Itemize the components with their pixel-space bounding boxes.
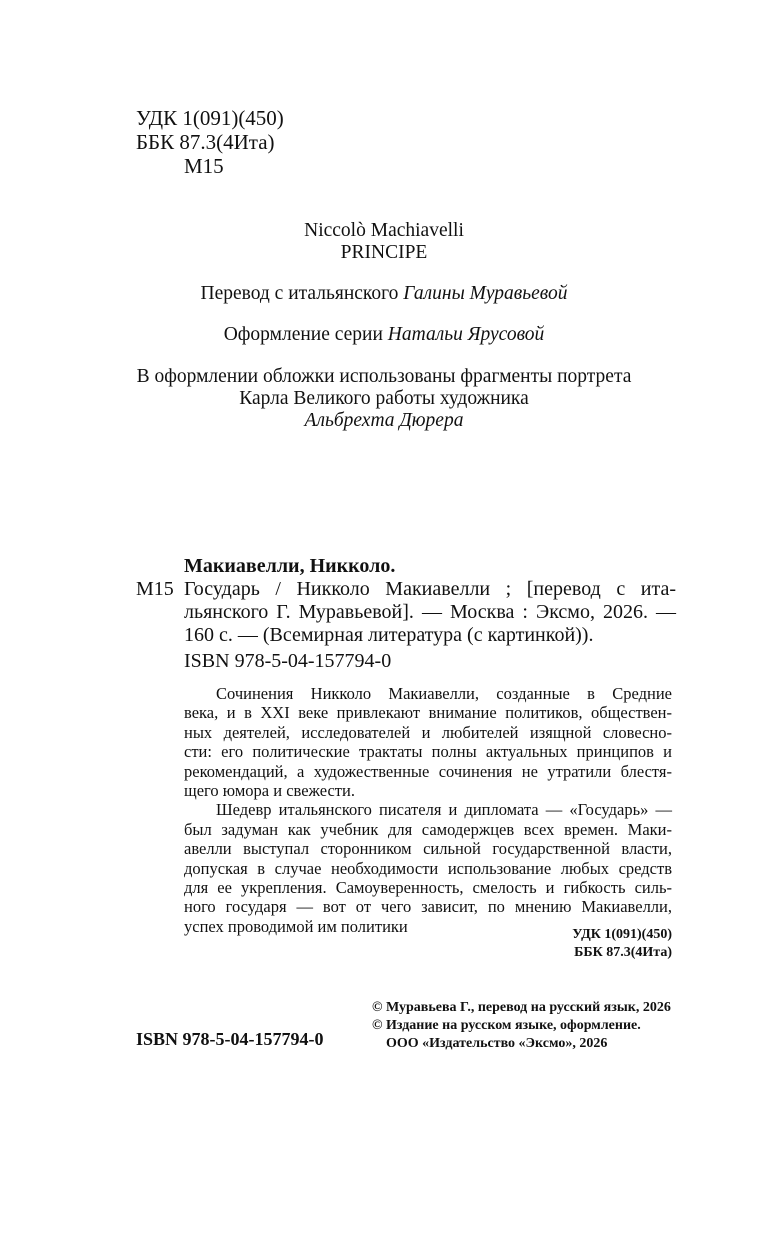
udk-code: УДК 1(091)(450) xyxy=(136,106,284,130)
original-title: PRINCIPE xyxy=(340,242,428,263)
annotation-line: ного государя — вот от чего зависит, по мнению Макиавелли, xyxy=(184,897,672,917)
annotation-line: Сочинения Никколо Макиавелли, созданные в Средние xyxy=(216,684,672,703)
right-bbk-code: ББК 87.3(4Ита) xyxy=(574,945,672,960)
author-mark: М15 xyxy=(184,154,224,178)
bib-line: 160 с. — (Всемирная литература (с картинкой)). xyxy=(184,624,594,646)
design-prefix: Оформление серии xyxy=(223,324,388,345)
bib-heading: Макиавелли, Никколо. xyxy=(184,555,396,577)
translation-prefix: Перевод с итальянского xyxy=(200,283,404,304)
bib-author-mark: М15 xyxy=(136,578,174,600)
cover-note-line-2: Карла Великого работы художника xyxy=(239,388,529,409)
annotation-line: рекомендаций, а художественные сочинения не утратили блестя- xyxy=(184,761,672,781)
original-author: Niccolò Machiavelli xyxy=(304,220,464,241)
annotation xyxy=(184,684,672,936)
cover-note-line-1: В оформлении обложки использованы фрагменты портрета xyxy=(136,366,632,387)
annotation-line: допуская в случае необходимости использование любых средств xyxy=(184,858,672,878)
copyright-line: © Издание на русском языке, оформление. xyxy=(372,1018,641,1033)
translator-name: Галины Муравьевой xyxy=(403,283,568,304)
translation-credit xyxy=(0,283,768,305)
right-classification-codes xyxy=(420,926,672,962)
design-credit xyxy=(0,324,768,346)
copyright-line: © Муравьева Г., перевод на русский язык, 2026 xyxy=(372,1000,671,1015)
cover-artist: Альбрехта Дюрера xyxy=(304,410,464,431)
annotation-line: ных деятелей, исследователей и любителей изящной словесно- xyxy=(184,722,672,742)
annotation-line: Шедевр итальянского писателя и дипломата — «Государь» — xyxy=(216,800,672,820)
classification-codes xyxy=(136,106,284,178)
annotation-line: щего юмора и свежести. xyxy=(184,780,355,800)
isbn-record: ISBN 978-5-04-157794-0 xyxy=(184,650,392,672)
annotation-line: века, и в XXI веке привлекают внимание политиков, обществен- xyxy=(184,703,672,723)
isbn-bottom: ISBN 978-5-04-157794-0 xyxy=(136,1029,324,1049)
annotation-line: для ее укрепления. Самоуверенность, смелость и гибкость силь- xyxy=(184,877,672,897)
copyright-line: ООО «Издательство «Эксмо», 2026 xyxy=(386,1036,608,1051)
designer-name: Натальи Ярусовой xyxy=(387,324,545,345)
right-udk-code: УДК 1(091)(450) xyxy=(572,927,672,942)
annotation-line: сти: его политические трактаты полны актуальных принципов и xyxy=(184,742,672,762)
annotation-line: успех проводимой им политики xyxy=(184,916,408,936)
annotation-line: авелли выступал сторонником сильной государственной власти, xyxy=(184,839,672,859)
annotation-line: был задуман как учебник для самодержцев всех времен. Маки- xyxy=(184,819,672,839)
bib-line: Государь / Никколо Макиавелли ; [перевод с ита- xyxy=(184,578,676,600)
bib-line: льянского Г. Муравьевой]. — Москва : Эксмо, 2026. — xyxy=(184,601,676,623)
copyright-block xyxy=(372,999,671,1053)
bbk-code: ББК 87.3(4Ита) xyxy=(136,130,275,154)
